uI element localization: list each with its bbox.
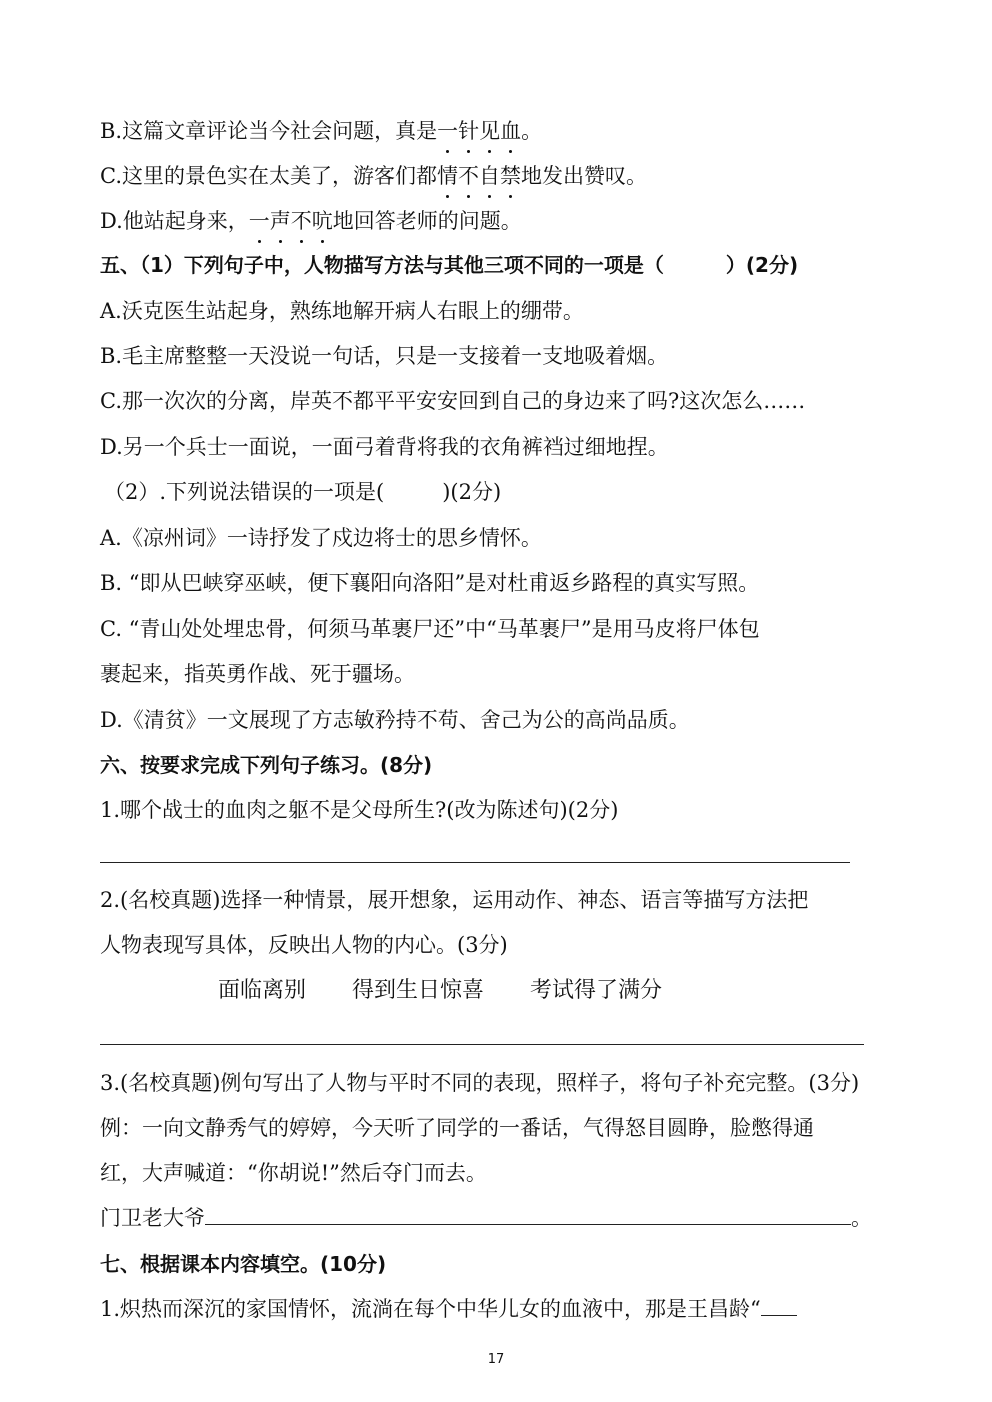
q6-scenario-options bbox=[218, 976, 708, 1006]
q7-heading: 七、根据课本内容填空。(10分) bbox=[100, 1252, 387, 1276]
emphasis-char: 血 bbox=[500, 116, 521, 146]
q5-sub2-option-c-line2: 裹起来，指英勇作战、死于疆场。 bbox=[100, 662, 415, 686]
page-number: 17 bbox=[487, 1352, 505, 1367]
emphasis-char: 一 bbox=[249, 206, 270, 236]
q6-item2-line1: 2.(名校真题)选择一种情景，展开想象，运用动作、神态、语言等描写方法把 bbox=[100, 888, 809, 912]
answer-line[interactable] bbox=[100, 862, 850, 863]
q6-example-line2: 红，大声喊道：“你胡说!”然后夺门而去。 bbox=[100, 1161, 487, 1185]
q6-item1: 1.哪个战士的血肉之躯不是父母所生?(改为陈述句)(2分) bbox=[100, 798, 619, 822]
option-b-q4: B.这篇文章评论当今社会问题，真是一针见血。 bbox=[100, 116, 896, 146]
q5-sub2-option-a: A.《凉州词》一诗抒发了戍边将士的思乡情怀。 bbox=[100, 526, 542, 550]
emphasis-char: 一 bbox=[437, 116, 458, 146]
emphasis-char: 见 bbox=[479, 116, 500, 146]
emphasis-char: 禁 bbox=[500, 161, 521, 191]
q5-sub2-option-d: D.《清贫》一文展现了方志敏矜持不苟、舍己为公的高尚品质。 bbox=[100, 708, 690, 732]
answer-line[interactable] bbox=[205, 1206, 851, 1225]
scenario-option: 面临离别 bbox=[218, 978, 307, 1003]
option-d-q4: D.他站起身来，一声不吭地回答老师的问题。 bbox=[100, 206, 896, 236]
answer-line[interactable] bbox=[761, 1297, 797, 1316]
option-c-q4: C.这里的景色实在太美了，游客们都情不自禁地发出赞叹。 bbox=[100, 161, 896, 191]
q5-option-d: D.另一个兵士一面说，一面弓着背将我的衣角裤裆过细地捏。 bbox=[100, 435, 669, 459]
emphasis-char: 针 bbox=[458, 116, 479, 146]
q5-option-c: C.那一次次的分离，岸英不都平平安安回到自己的身边来了吗?这次怎么…… bbox=[100, 389, 806, 413]
answer-line[interactable] bbox=[100, 1044, 864, 1045]
q5-sub2-option-c-line1: C. “青山处处埋忠骨，何须马革裹尸还”中“马革裹尸”是用马皮将尸体包 bbox=[100, 617, 760, 641]
emphasis-char: 不 bbox=[458, 161, 479, 191]
q5-sub2-heading: （2）.下列说法错误的一项是( )(2分) bbox=[104, 480, 502, 504]
q5-sub2-option-b: B. “即从巴峡穿巫峡，便下襄阳向洛阳”是对杜甫返乡路程的真实写照。 bbox=[100, 571, 760, 595]
emphasis-char: 自 bbox=[479, 161, 500, 191]
q6-item3: 3.(名校真题)例句写出了人物与平时不同的表现，照样子，将句子补充完整。(3分) bbox=[100, 1071, 860, 1095]
scenario-option: 考试得了满分 bbox=[530, 978, 663, 1003]
q5-option-a: A.沃克医生站起身，熟练地解开病人右眼上的绷带。 bbox=[100, 299, 584, 323]
q5-option-b: B.毛主席整整一天没说一句话，只是一支接着一支地吸着烟。 bbox=[100, 344, 669, 368]
emphasis-char: 声 bbox=[270, 206, 291, 236]
scenario-option: 得到生日惊喜 bbox=[352, 978, 485, 1003]
emphasis-char: 吭 bbox=[312, 206, 333, 236]
emphasis-char: 不 bbox=[291, 206, 312, 236]
q6-heading: 六、按要求完成下列句子练习。(8分) bbox=[100, 753, 433, 777]
q6-example-line1: 例：一向文静秀气的婷婷，今天听了同学的一番话，气得怒目圆睁，脸憋得通 bbox=[100, 1116, 814, 1140]
q7-item1: 1.炽热而深沉的家国情怀，流淌在每个中华儿女的血液中，那是王昌龄“ bbox=[100, 1294, 896, 1324]
emphasis-char: 情 bbox=[437, 161, 458, 191]
q5-heading: 五、（1）下列句子中，人物描写方法与其他三项不同的一项是（ ）(2分) bbox=[100, 253, 799, 277]
q6-fill-line: 门卫老大爷 。 bbox=[100, 1206, 872, 1230]
q6-item2-line2: 人物表现写具体，反映出人物的内心。(3分) bbox=[100, 933, 508, 957]
